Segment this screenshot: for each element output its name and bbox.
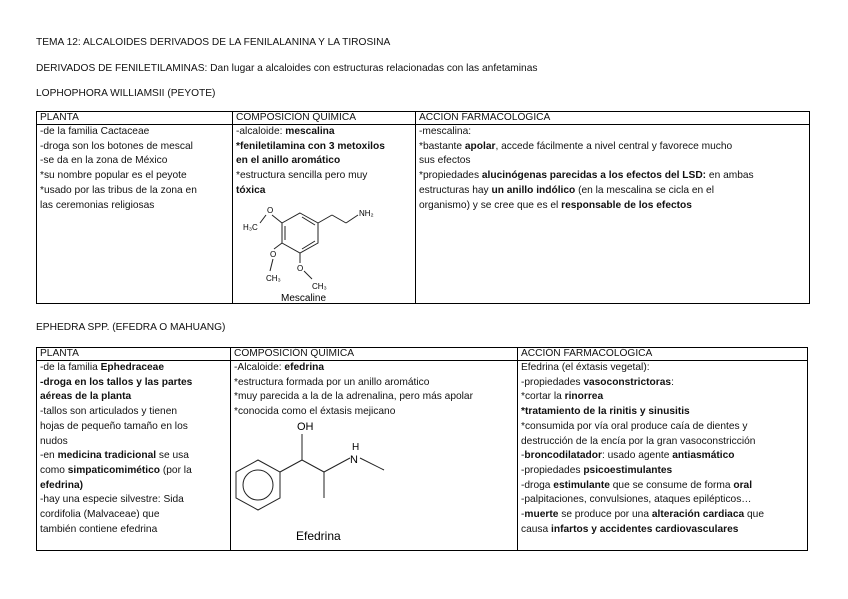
list-item: -alcaloide: mescalina: [236, 126, 335, 137]
list-item: -propiedades psicoestimulantes: [521, 464, 673, 476]
h-label: H: [352, 441, 360, 453]
list-item: -Alcaloide: efedrina: [234, 362, 325, 373]
list-item: cordifolia (Malvaceae) que: [40, 509, 160, 521]
table-header-row: [37, 112, 810, 125]
list-item: *conocida como el éxtasis mejicano: [234, 406, 396, 418]
list-item: las ceremonias religiosas: [40, 199, 155, 211]
list-item: organismo) y se cree que es el responsable de los efectos: [419, 199, 692, 211]
list-item: causa infartos y accidentes cardiovasculares: [521, 523, 739, 535]
list-item: -droga en los tallos y las partes: [40, 376, 193, 388]
list-item: -broncodilatador: usado agente antiasmático: [521, 450, 735, 462]
oh-label: OH: [297, 420, 314, 433]
list-item: *estructura sencilla pero muy: [236, 170, 368, 182]
header-action: ACCIÓN FARMACOLÓGICA: [416, 112, 810, 125]
mescaline-structure: [240, 199, 380, 303]
ch3-label: CH₃: [312, 281, 327, 291]
ch3-label: CH₃: [266, 273, 281, 283]
header-plant: PLANTA: [37, 348, 231, 361]
list-item: -droga estimulante que se consume de forma oral: [521, 479, 753, 491]
list-item: *muy parecida a la de la adrenalina, pero más apolar: [234, 391, 473, 403]
list-item: estructuras hay un anillo indólico (en la mescalina se cicla en el: [419, 184, 714, 196]
list-item: *su nombre popular es el peyote: [40, 170, 187, 182]
oxygen-label: O: [297, 263, 304, 273]
list-item: como simpaticomimético (por la: [40, 464, 192, 476]
list-item: *feniletilamina con 3 metoxilos: [236, 140, 385, 152]
list-item: efedrina): [40, 479, 84, 491]
list-item: nudos: [40, 435, 68, 447]
list-item: *consumida por vía oral produce caía de dientes y: [521, 420, 748, 432]
list-item: *cortar la rinorrea: [521, 391, 604, 403]
list-item: -en medicina tradicional se usa: [40, 450, 189, 462]
n-label: N: [350, 453, 358, 466]
ephedra-action-cell: [518, 361, 808, 551]
peyote-table: [36, 111, 810, 304]
ephedra-heading: EPHEDRA SPP. (EFEDRA O MAHUANG): [36, 322, 226, 333]
list-item: destrucción de la encía por la gran vasoconstricción: [521, 435, 756, 447]
list-item: hojas de pequeño tamaño en los: [40, 420, 188, 432]
list-item: -de la familia Ephedraceae: [40, 362, 165, 373]
table-row: [37, 361, 808, 551]
peyote-plant-cell: [37, 125, 233, 304]
list-item: sus efectos: [419, 155, 471, 167]
list-item: Efedrina (el éxtasis vegetal):: [521, 362, 650, 373]
list-item: -palpitaciones, convulsiones, ataques epilépticos…: [521, 494, 752, 506]
ephedrine-structure: [234, 420, 434, 546]
peyote-action-cell: [416, 125, 810, 304]
header-action: ACCIÓN FARMACOLÓGICA: [518, 348, 808, 361]
list-item: *estructura formada por un anillo aromático: [234, 376, 430, 388]
list-item: también contiene efedrina: [40, 523, 158, 535]
header-composition: COMPOSICIÓN QUÍMICA: [233, 112, 416, 125]
oxygen-label: O: [270, 249, 277, 259]
list-item: *bastante apolar, accede fácilmente a nivel central y favorece mucho: [419, 140, 733, 152]
list-item: en el anillo aromático: [236, 155, 341, 167]
list-item: -mescalina:: [419, 126, 472, 137]
page-title: TEMA 12: ALCALOIDES DERIVADOS DE LA FENILALANINA Y LA TIROSINA: [36, 37, 391, 48]
list-item: -droga son los botones de mescal: [40, 140, 193, 152]
list-item: -se da en la zona de México: [40, 155, 168, 167]
peyote-composition-cell: [233, 125, 416, 304]
list-item: *tratamiento de la rinitis y sinusitis: [521, 406, 690, 418]
header-plant: PLANTA: [37, 112, 233, 125]
ephedra-composition-cell: [231, 361, 518, 551]
peyote-heading: LOPHOPHORA WILLIAMSII (PEYOTE): [36, 88, 216, 99]
list-item: aéreas de la planta: [40, 391, 132, 403]
list-item: *usado por las tribus de la zona en: [40, 184, 197, 196]
ephedra-plant-cell: [37, 361, 231, 551]
molecule-caption: Efedrina: [296, 528, 341, 543]
list-item: -hay una especie silvestre: Sida: [40, 494, 184, 506]
h3c-label: H₃C: [243, 222, 258, 232]
header-composition: COMPOSICIÓN QUÍMICA: [231, 348, 518, 361]
list-item: -muerte se produce por una alteración cardiaca que: [521, 509, 764, 521]
list-item: tóxica: [236, 184, 266, 196]
table-row: [37, 125, 810, 304]
list-item: *propiedades alucinógenas parecidas a los efectos del LSD: en ambas: [419, 170, 754, 182]
oxygen-label: O: [267, 205, 274, 215]
molecule-caption: Mescaline: [281, 292, 327, 303]
table-header-row: [37, 348, 808, 361]
list-item: -de la familia Cactaceae: [40, 126, 150, 137]
list-item: -tallos son articulados y tienen: [40, 406, 178, 418]
list-item: -propiedades vasoconstrictoras:: [521, 376, 674, 388]
nh2-label: NH₂: [359, 208, 374, 218]
intro-text: DERIVADOS DE FENILETILAMINAS: Dan lugar a alcaloides con estructuras relacionadas con las anfetaminas: [36, 63, 538, 74]
ephedra-table: [36, 347, 808, 551]
